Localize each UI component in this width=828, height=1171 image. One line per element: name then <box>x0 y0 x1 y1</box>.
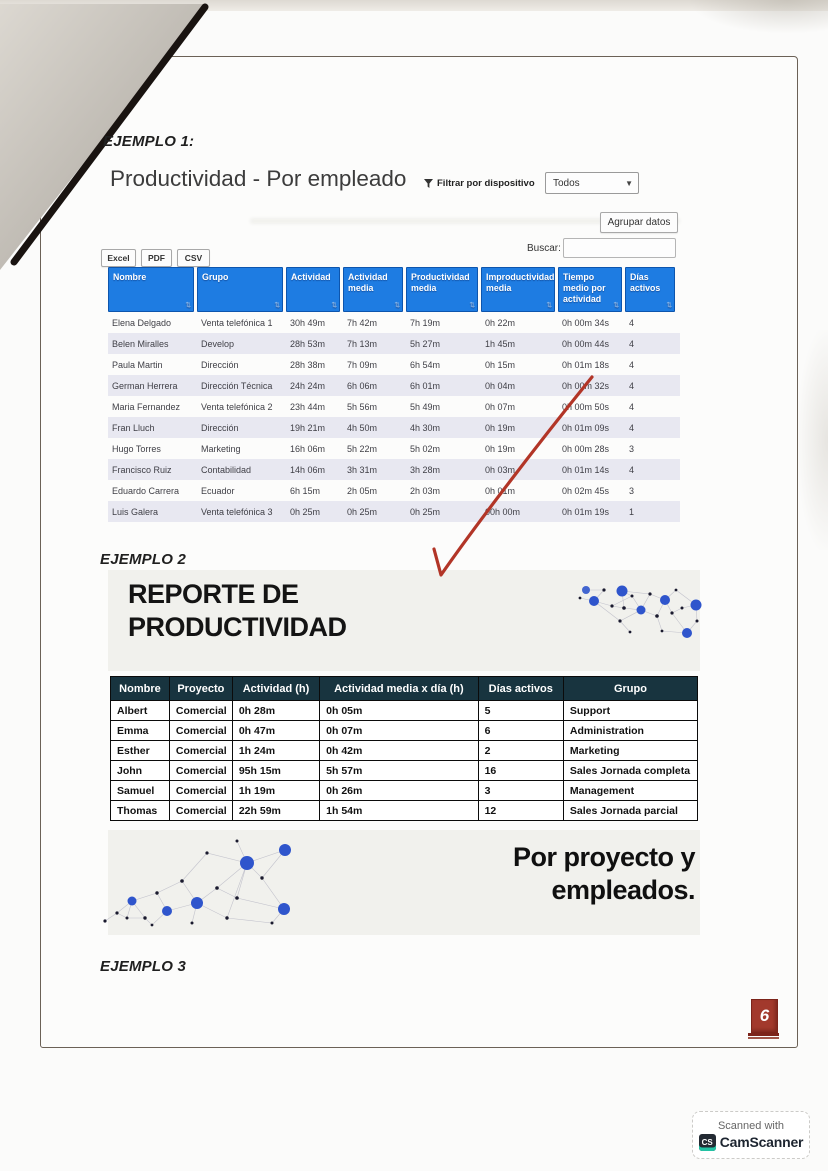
cell-dias-activos: 4 <box>629 381 635 391</box>
cell-proyecto: Comercial <box>169 701 232 721</box>
search-label: Buscar: <box>527 243 561 254</box>
table-header-row <box>108 267 680 312</box>
cell-actividad-media: 7h 42m <box>347 318 378 328</box>
cell-grupo: Venta telefónica 3 <box>201 507 273 517</box>
cell-nombre: Emma <box>111 721 170 741</box>
cell-dias-activos: 4 <box>629 423 635 433</box>
ejemplo3-heading: EJEMPLO 3 <box>100 958 186 975</box>
search-input[interactable] <box>563 238 676 258</box>
cell-dias-activos: 5 <box>478 701 563 721</box>
cell-grupo: Dirección <box>201 360 239 370</box>
camscanner-logo-icon: CS <box>699 1134 716 1151</box>
cell-productividad-media: 6h 54m <box>410 360 441 370</box>
cell-actividad-media: 5h 56m <box>347 402 378 412</box>
cell-dias-activos: 4 <box>629 318 635 328</box>
cell-productividad-media: 2h 03m <box>410 486 441 496</box>
cell-nombre: Albert <box>111 701 170 721</box>
cell-nombre: Luis Galera <box>112 507 159 517</box>
column-header-grupo[interactable]: Grupo ⇅ <box>197 267 283 312</box>
sort-icon: ⇅ <box>613 301 619 309</box>
cell-tiempo-medio: 0h 00m 28s <box>562 444 610 454</box>
cell-grupo: Venta telefónica 1 <box>201 318 273 328</box>
export-excel-button[interactable]: Excel <box>101 249 136 267</box>
sort-icon: ⇅ <box>274 301 280 309</box>
export-pdf-button[interactable]: PDF <box>141 249 172 267</box>
cell-tiempo-medio: 0h 00m 32s <box>562 381 610 391</box>
cell-nombre: German Herrera <box>112 381 178 391</box>
cell-actividad: 6h 15m <box>290 486 321 496</box>
cell-grupo: Marketing <box>563 741 697 761</box>
cell-actividad-media: 7h 13m <box>347 339 378 349</box>
cell-grupo: Contabilidad <box>201 465 252 475</box>
cell-nombre: Eduardo Carrera <box>112 486 180 496</box>
cell-proyecto: Comercial <box>169 781 232 801</box>
cell-tiempo-medio: 0h 01m 09s <box>562 423 610 433</box>
column-header-actividad[interactable]: Actividad ⇅ <box>286 267 340 312</box>
cell-productividad-media: 0h 25m <box>410 507 441 517</box>
cell-improductividad-media: 0h 04m <box>485 381 516 391</box>
column-header-proyecto: Proyecto <box>169 677 232 701</box>
report2-title: REPORTE DE PRODUCTIVIDAD <box>128 579 347 642</box>
cell-actividad: 1h 24m <box>232 741 319 761</box>
cell-nombre: Francisco Ruiz <box>112 465 172 475</box>
cell-improductividad-media: 0h 03m <box>485 465 516 475</box>
cell-proyecto: Comercial <box>169 801 232 821</box>
cell-actividad-media: 0h 25m <box>347 507 378 517</box>
table-header-row <box>111 677 698 701</box>
cell-proyecto: Comercial <box>169 761 232 781</box>
table-row <box>111 781 698 801</box>
cell-actividad: 22h 59m <box>232 801 319 821</box>
cell-actividad: 0h 25m <box>290 507 321 517</box>
table-row <box>111 801 698 821</box>
cell-grupo: Support <box>563 701 697 721</box>
cell-dias-activos: 16 <box>478 761 563 781</box>
cell-productividad-media: 3h 28m <box>410 465 441 475</box>
cell-nombre: John <box>111 761 170 781</box>
cell-actividad-media: 1h 54m <box>320 801 478 821</box>
cell-tiempo-medio: 0h 02m 45s <box>562 486 610 496</box>
ejemplo1-heading: EJEMPLO 1: <box>103 133 195 150</box>
cell-productividad-media: 4h 30m <box>410 423 441 433</box>
red-checkmark <box>420 368 610 588</box>
sort-icon: ⇅ <box>185 301 191 309</box>
project-report-table <box>110 676 698 821</box>
sort-icon: ⇅ <box>546 301 552 309</box>
cell-actividad: 16h 06m <box>290 444 326 454</box>
table-row <box>111 721 698 741</box>
cell-grupo: Marketing <box>201 444 241 454</box>
cell-dias-activos: 4 <box>629 339 635 349</box>
export-csv-button[interactable]: CSV <box>177 249 210 267</box>
cell-actividad: 0h 28m <box>232 701 319 721</box>
cell-dias-activos: 2 <box>478 741 563 761</box>
camscanner-name: CamScanner <box>719 1134 804 1150</box>
cell-actividad: 28h 53m <box>290 339 326 349</box>
page-badge-underline <box>748 1037 779 1039</box>
cell-improductividad-media: 00h 00m <box>485 507 521 517</box>
sort-icon: ⇅ <box>469 301 475 309</box>
cell-dias-activos: 3 <box>629 444 635 454</box>
table-row <box>108 312 680 333</box>
cell-nombre: Esther <box>111 741 170 761</box>
device-filter-select[interactable] <box>545 172 639 194</box>
cell-dias-activos: 4 <box>629 360 635 370</box>
cell-tiempo-medio: 0h 00m 44s <box>562 339 610 349</box>
column-header-dias-activos[interactable]: Días activos ⇅ <box>625 267 675 312</box>
column-header-grupo: Grupo <box>563 677 697 701</box>
cell-actividad-media: 0h 05m <box>320 701 478 721</box>
cell-actividad-media: 2h 05m <box>347 486 378 496</box>
cell-nombre: Samuel <box>111 781 170 801</box>
cell-improductividad-media: 0h 15m <box>485 360 516 370</box>
cell-productividad-media: 7h 19m <box>410 318 441 328</box>
column-header-dias-activos: Días activos <box>478 677 563 701</box>
cell-grupo: Venta telefónica 2 <box>201 402 273 412</box>
cell-grupo: Ecuador <box>201 486 235 496</box>
cell-improductividad-media: 0h 22m <box>485 318 516 328</box>
cell-nombre: Hugo Torres <box>112 444 161 454</box>
chevron-down-icon: ▼ <box>625 178 633 188</box>
page-badge-underline <box>748 1033 779 1036</box>
sort-icon: ⇅ <box>394 301 400 309</box>
cell-actividad: 30h 49m <box>290 318 326 328</box>
cell-grupo: Sales Jornada parcial <box>563 801 697 821</box>
cell-actividad: 24h 24m <box>290 381 326 391</box>
camscanner-badge <box>692 1111 810 1159</box>
cell-actividad: 14h 06m <box>290 465 326 475</box>
table-row <box>111 761 698 781</box>
cell-productividad-media: 5h 49m <box>410 402 441 412</box>
cell-dias-activos: 4 <box>629 402 635 412</box>
filter-funnel-icon <box>424 179 433 188</box>
cell-proyecto: Comercial <box>169 721 232 741</box>
column-header-improductividad-media[interactable]: Improductividad media ⇅ <box>481 267 555 312</box>
cell-actividad: 19h 21m <box>290 423 326 433</box>
cell-actividad: 95h 15m <box>232 761 319 781</box>
cell-improductividad-media: 0h 19m <box>485 423 516 433</box>
cell-nombre: Paula Martin <box>112 360 163 370</box>
select-value: Todos <box>553 177 580 189</box>
cell-actividad-media: 3h 31m <box>347 465 378 475</box>
cell-grupo: Management <box>563 781 697 801</box>
column-header-nombre[interactable]: Nombre ⇅ <box>108 267 194 312</box>
sort-icon: ⇅ <box>331 301 337 309</box>
table-row <box>111 741 698 761</box>
cell-tiempo-medio: 0h 00m 50s <box>562 402 610 412</box>
filter-label: Filtrar por dispositivo <box>437 178 535 189</box>
cell-grupo: Dirección <box>201 423 239 433</box>
cell-tiempo-medio: 0h 01m 14s <box>562 465 610 475</box>
cell-grupo: Administration <box>563 721 697 741</box>
cell-improductividad-media: 1h 45m <box>485 339 516 349</box>
device-filter <box>424 178 535 189</box>
cell-productividad-media: 5h 27m <box>410 339 441 349</box>
report1-title: Productividad - Por empleado <box>110 166 407 191</box>
cell-actividad-media: 6h 06m <box>347 381 378 391</box>
ejemplo2-heading: EJEMPLO 2 <box>100 551 186 568</box>
cell-actividad-media: 7h 09m <box>347 360 378 370</box>
cell-dias-activos: 12 <box>478 801 563 821</box>
column-header-actividad-media-dia: Actividad media x día (h) <box>320 677 478 701</box>
column-header-nombre: Nombre <box>111 677 170 701</box>
scanned-with-label: Scanned with <box>717 1119 785 1132</box>
cell-actividad-media: 0h 07m <box>320 721 478 741</box>
page-number-badge: 6 <box>751 999 778 1033</box>
cell-actividad: 0h 47m <box>232 721 319 741</box>
cell-actividad: 28h 38m <box>290 360 326 370</box>
scan-smudge <box>688 0 828 34</box>
cell-actividad: 23h 44m <box>290 402 326 412</box>
column-header-actividad-media[interactable]: Actividad media ⇅ <box>343 267 403 312</box>
report2-caption: Por proyecto y empleados. <box>512 842 695 906</box>
cell-dias-activos: 6 <box>478 721 563 741</box>
cell-grupo: Dirección Técnica <box>201 381 273 391</box>
cell-grupo: Sales Jornada completa <box>563 761 697 781</box>
column-header-productividad-media[interactable]: Productividad media ⇅ <box>406 267 478 312</box>
cell-actividad: 1h 19m <box>232 781 319 801</box>
cell-productividad-media: 5h 02m <box>410 444 441 454</box>
cell-nombre: Belen Miralles <box>112 339 169 349</box>
network-graphic <box>97 833 302 933</box>
cell-proyecto: Comercial <box>169 741 232 761</box>
cell-nombre: Elena Delgado <box>112 318 172 328</box>
group-data-button[interactable]: Agrupar datos <box>600 212 678 233</box>
scan-smudge <box>798 330 828 550</box>
cell-tiempo-medio: 0h 01m 18s <box>562 360 610 370</box>
cell-tiempo-medio: 0h 01m 19s <box>562 507 610 517</box>
column-header-tiempo-medio[interactable]: Tiempo medio por actividad ⇅ <box>558 267 622 312</box>
cell-actividad-media: 5h 22m <box>347 444 378 454</box>
cell-improductividad-media: 0h 01m <box>485 486 516 496</box>
cell-nombre: Maria Fernandez <box>112 402 181 412</box>
cell-dias-activos: 3 <box>478 781 563 801</box>
cell-dias-activos: 1 <box>629 507 635 517</box>
cell-nombre: Thomas <box>111 801 170 821</box>
cell-actividad-media: 4h 50m <box>347 423 378 433</box>
cell-productividad-media: 6h 01m <box>410 381 441 391</box>
cell-tiempo-medio: 0h 00m 34s <box>562 318 610 328</box>
cell-actividad-media: 5h 57m <box>320 761 478 781</box>
table-row <box>108 333 680 354</box>
cell-actividad-media: 0h 42m <box>320 741 478 761</box>
cell-dias-activos: 4 <box>629 465 635 475</box>
cell-actividad-media: 0h 26m <box>320 781 478 801</box>
column-header-actividad-h: Actividad (h) <box>232 677 319 701</box>
cell-nombre: Fran Lluch <box>112 423 155 433</box>
sort-icon: ⇅ <box>666 301 672 309</box>
cell-grupo: Develop <box>201 339 235 349</box>
table-row <box>111 701 698 721</box>
cell-dias-activos: 3 <box>629 486 635 496</box>
table-body <box>111 701 698 821</box>
cell-improductividad-media: 0h 07m <box>485 402 516 412</box>
cell-improductividad-media: 0h 19m <box>485 444 516 454</box>
